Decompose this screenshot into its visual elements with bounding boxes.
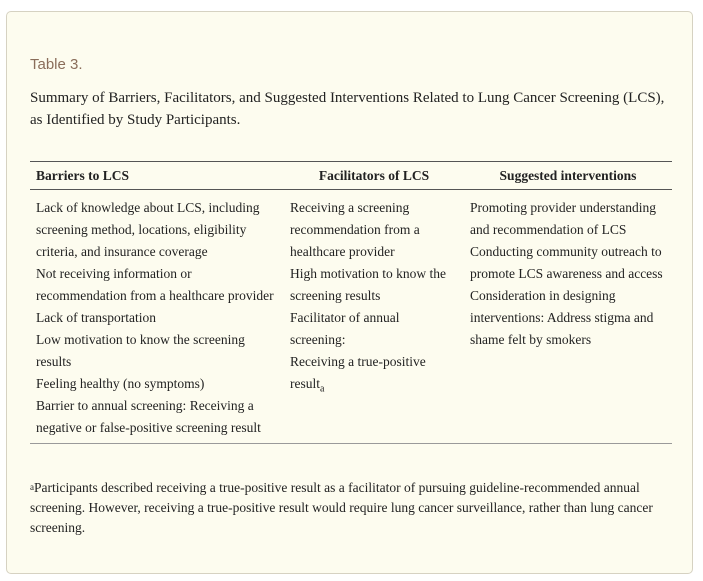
interventions-cell — [464, 190, 672, 444]
facilitator-item-annual — [290, 351, 458, 401]
table-footnote — [30, 478, 670, 538]
header-facilitators: Facilitators of LCS — [284, 162, 464, 190]
facilitators-cell — [284, 190, 464, 444]
barrier-item: Lack of transportation — [36, 310, 156, 325]
barrier-item: Barrier to annual screening: Receiving a negative or false-positive screening result — [36, 398, 261, 435]
barriers-cell — [30, 190, 284, 444]
table-card — [6, 11, 693, 574]
barrier-item: Low motivation to know the screening results — [36, 332, 245, 369]
footnote-marker: a — [30, 482, 34, 492]
barrier-item: Lack of knowledge about LCS, including screening method, locations, eligibility criteria, and insurance coverage — [36, 200, 260, 259]
barrier-item: Not receiving information or recommendation from a healthcare provider — [36, 266, 274, 303]
table-header-row — [30, 162, 672, 190]
table-caption: Summary of Barriers, Facilitators, and Suggested Interventions Related to Lung Cancer Screening (LCS), as Identified by Study Participants. — [30, 90, 665, 128]
header-barriers: Barriers to LCS — [30, 162, 284, 190]
facilitator-item: Facilitator of annual screening: — [290, 310, 400, 347]
intervention-item: Consideration in designing interventions: Address stigma and shame felt by smokers — [470, 288, 654, 347]
table-label: Table 3. — [30, 56, 83, 73]
table-row — [30, 190, 672, 444]
facilitator-last-text: Receiving a true-positive result — [290, 354, 426, 391]
barrier-item: Feeling healthy (no symptoms) — [36, 376, 205, 391]
footnote-text: Participants described receiving a true-positive result as a facilitator of pursuing guideline-recommended annual screening. However, receiving a true-positive result would require lung cancer surveillance, rather than lung cancer screening. — [30, 480, 653, 535]
intervention-item: Promoting provider understanding and recommendation of LCS — [470, 200, 656, 237]
facilitator-item: Receiving a screening recommendation from a healthcare provider — [290, 200, 420, 259]
header-interventions: Suggested interventions — [464, 162, 672, 190]
intervention-item: Conducting community outreach to promote LCS awareness and access — [470, 244, 663, 281]
facilitator-item: High motivation to know the screening results — [290, 266, 446, 303]
findings-table — [30, 161, 672, 444]
footnote-marker-ref[interactable]: a — [320, 383, 325, 395]
